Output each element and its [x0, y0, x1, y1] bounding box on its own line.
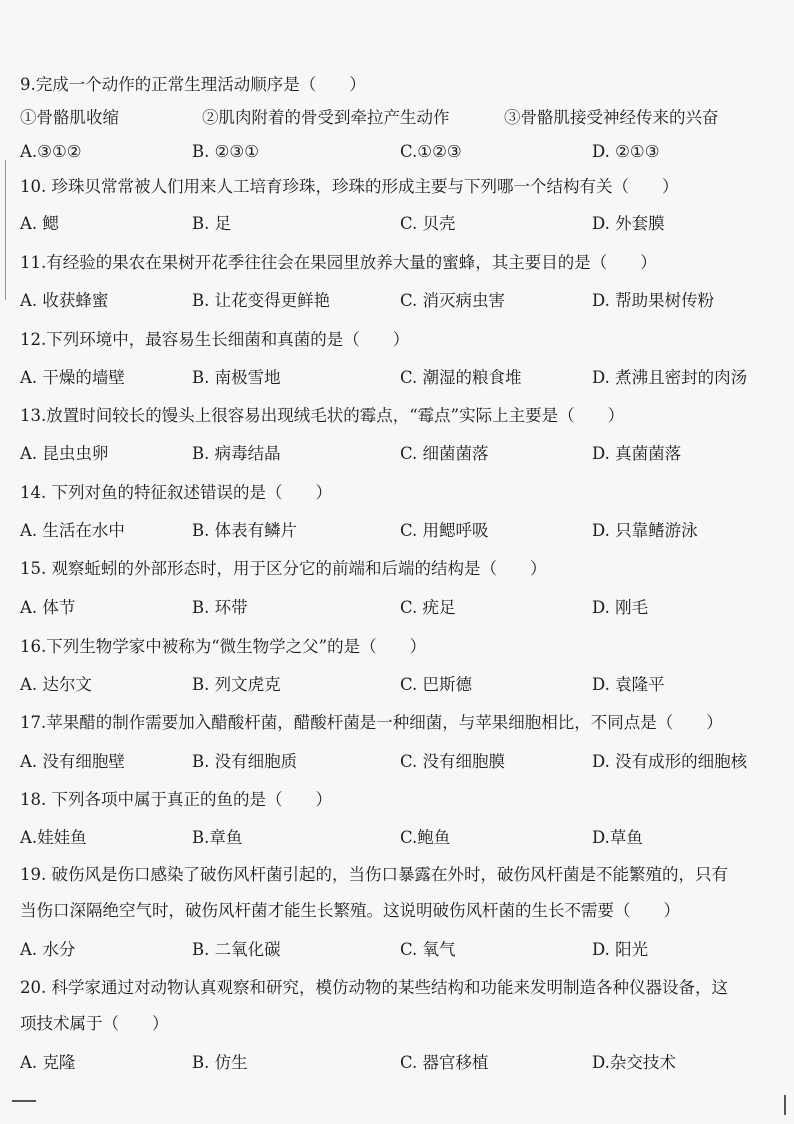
option-a: A. 体节 [20, 598, 76, 617]
option-a: A. 克隆 [20, 1053, 76, 1072]
option-a: A. 达尔文 [20, 675, 92, 694]
option-d: D. 阳光 [592, 940, 649, 959]
option-c: C. 细菌菌落 [400, 444, 489, 463]
option-d: D.草鱼 [592, 828, 643, 847]
option-b: B. 病毒结晶 [192, 444, 281, 463]
question-18-stem: 18. 下列各项中属于真正的鱼的是（ ） [20, 790, 332, 809]
option-a: A.娃娃鱼 [20, 828, 87, 847]
option-b: B. 二氧化碳 [192, 940, 281, 959]
question-13-stem: 13.放置时间较长的馒头上很容易出现绒毛状的霉点，“霉点”实际上主要是（ ） [20, 406, 625, 425]
question-14-stem: 14. 下列对鱼的特征叙述错误的是（ ） [20, 483, 332, 502]
question-19-stem: 19. 破伤风是伤口感染了破伤风杆菌引起的，当伤口暴露在外时，破伤风杆菌是不能繁殖的，只有 [20, 865, 728, 884]
question-16-stem: 16.下列生物学家中被称为“微生物学之父”的是（ ） [20, 637, 427, 656]
scan-edge-mark [5, 160, 6, 300]
option-d: D. ②①③ [592, 142, 660, 161]
question-12-stem: 12.下列环境中，最容易生长细菌和真菌的是（ ） [20, 330, 410, 349]
option-b: B. 南极雪地 [192, 368, 281, 387]
scan-corner-mark [784, 1095, 786, 1115]
option-c: C. 巴斯德 [400, 675, 473, 694]
option-b: B. 足 [192, 214, 232, 233]
option-d: D. 外套膜 [592, 214, 665, 233]
option-b: B. 没有细胞质 [192, 752, 298, 771]
option-d: D. 只靠鳍游泳 [592, 521, 698, 540]
option-d: D. 煮沸且密封的肉汤 [592, 368, 748, 387]
option-c: C. 没有细胞膜 [400, 752, 506, 771]
option-a: A. 鳃 [20, 214, 59, 233]
option-a: A. 水分 [20, 940, 76, 959]
question-11-stem: 11.有经验的果农在果树开花季往往会在果园里放养大量的蜜蜂，其主要目的是（ ） [20, 253, 657, 272]
option-c: C.鲍鱼 [400, 828, 451, 847]
option-b: B. 环带 [192, 598, 248, 617]
option-b: B. 让花变得更鲜艳 [192, 291, 331, 310]
option-d: D. 袁隆平 [592, 675, 665, 694]
option-d: D. 帮助果树传粉 [592, 291, 715, 310]
note-2: ②肌肉附着的骨受到牵拉产生动作 [202, 108, 450, 127]
option-c: C. 疣足 [400, 598, 456, 617]
option-c: C. 氧气 [400, 940, 456, 959]
option-c: C. 器官移植 [400, 1053, 489, 1072]
option-d: D. 没有成形的细胞核 [592, 752, 748, 771]
option-c: C. 用鳃呼吸 [400, 521, 489, 540]
option-c: C. 消灭病虫害 [400, 291, 506, 310]
option-b: B. 仿生 [192, 1053, 248, 1072]
option-b: B. 体表有鳞片 [192, 521, 298, 540]
question-15-stem: 15. 观察蚯蚓的外部形态时，用于区分它的前端和后端的结构是（ ） [20, 559, 547, 578]
question-19-stem-continued: 当伤口深隔绝空气时，破伤风杆菌才能生长繁殖。这说明破伤风杆菌的生长不需要（ ） [20, 901, 680, 920]
option-d: D. 真菌菌落 [592, 444, 682, 463]
option-d: D.杂交技术 [592, 1053, 676, 1072]
option-a: A. 收获蜂蜜 [20, 291, 109, 310]
question-20-stem-continued: 项技术属于（ ） [20, 1014, 169, 1033]
option-c: C. 贝壳 [400, 214, 456, 233]
question-17-stem: 17.苹果醋的制作需要加入醋酸杆菌，醋酸杆菌是一种细菌，与苹果细胞相比，不同点是（ ） [20, 713, 723, 732]
note-3: ③骨骼肌接受神经传来的兴奋 [504, 108, 719, 127]
option-b: B. ②③① [192, 142, 259, 161]
option-c: C.①②③ [400, 142, 462, 161]
question-10-stem: 10. 珍珠贝常常被人们用来人工培育珍珠，珍珠的形成主要与下列哪一个结构有关（ ） [20, 177, 679, 196]
option-a: A.③①② [20, 142, 82, 161]
note-1: ①骨骼肌收缩 [20, 108, 119, 127]
option-c: C. 潮湿的粮食堆 [400, 368, 522, 387]
option-b: B.章鱼 [192, 828, 243, 847]
option-b: B. 列文虎克 [192, 675, 281, 694]
option-a: A. 没有细胞壁 [20, 752, 125, 771]
question-9-stem: 9.完成一个动作的正常生理活动顺序是（ ） [20, 75, 366, 94]
option-a: A. 干燥的墙壁 [20, 368, 125, 387]
option-a: A. 昆虫虫卵 [20, 444, 109, 463]
question-20-stem: 20. 科学家通过对动物认真观察和研究，模仿动物的某些结构和功能来发明制造各种仪器设备，这 [20, 978, 728, 997]
option-a: A. 生活在水中 [20, 521, 125, 540]
option-d: D. 刚毛 [592, 598, 649, 617]
scan-corner-mark [12, 1100, 36, 1102]
